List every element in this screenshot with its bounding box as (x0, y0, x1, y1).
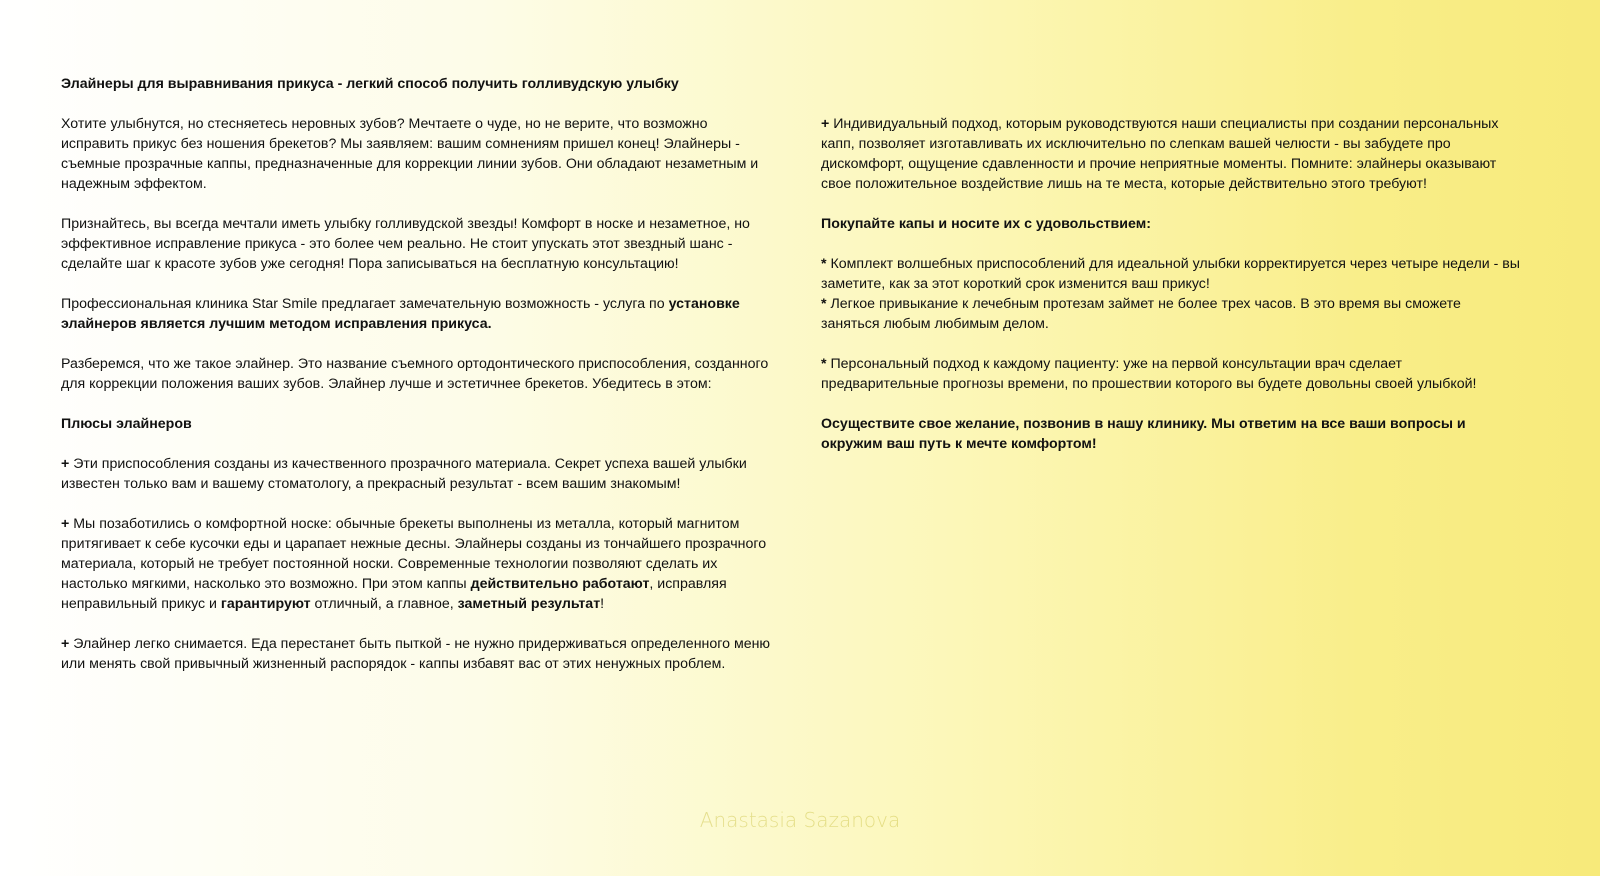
clinic-bold-text: установке элайнеров является лучшим методом исправления прикуса. (61, 296, 740, 332)
clinic-text: Профессиональная клиника Star Smile предлагает замечательную возможность - услуга по (61, 296, 669, 312)
definition-paragraph: Разберемся, что же такое элайнер. Это название съемного ортодонтического приспособления, созданного для коррекции положения ваших зубов. Элайнер лучше и эстетичнее брекетов. Убедитесь в этом: (61, 356, 769, 392)
plus-item-material (61, 454, 773, 494)
buy-heading: Покупайте капы и носите их с удовольствием: (821, 216, 1151, 232)
plus-text: Эти приспособления созданы из качественного прозрачного материала. Секрет успеха вашей улыбки известен только вам и вашему стоматологу, а прекрасный результат - всем вашим знакомым! (61, 456, 747, 492)
intro-paragraph: Хотите улыбнутся, но стесняетесь неровных зубов? Мечтаете о чуде, но не верите, что возможно исправить прикус без ношения брекетов? Мы заявляем: вашим сомнениям пришел конец! Элайнеры - съемные прозрачные каппы, предназначенные для коррекции линии зубов. Они обладают незаметным и надежным эффектом. (61, 116, 759, 192)
plus-item-comfort (61, 514, 773, 614)
hollywood-paragraph: Признайтесь, вы всегда мечтали иметь улыбку голливудской звезды! Комфорт в носке и незаметное, но эффективное исправление прикуса - это более чем реально. Не стоит упускать этот звездный шанс - сделайте шаг к красоте зубов уже сегодня! Пора записываться на бесплатную консультацию! (61, 216, 750, 272)
document-title: Элайнеры для выравнивания прикуса - легкий способ получить голливудскую улыбку (61, 76, 679, 92)
pros-heading: Плюсы элайнеров (61, 416, 192, 432)
clinic-paragraph (61, 294, 773, 334)
plus-item-removable (61, 634, 773, 674)
plus-mark: + (821, 116, 830, 132)
star-text: Легкое привыкание к лечебным протезам займет не более трех часов. В это время вы сможете заняться любым любимым делом. (821, 296, 1461, 332)
star-mark: * (821, 356, 827, 372)
plus-mark: + (61, 516, 70, 532)
plus-bold-text: действительно работают (470, 576, 650, 592)
plus-text: , исправляя неправильный прикус и (61, 576, 727, 612)
closing-call-to-action: Осуществите свое желание, позвонив в нашу клинику. Мы ответим на все ваши вопросы и окружим ваш путь к мечте комфортом! (821, 416, 1466, 452)
star-item-kit (821, 254, 1521, 294)
plus-text: Элайнер легко снимается. Еда перестанет быть пыткой - не нужно придерживаться определенного меню или менять свой привычный жизненный распорядок - каппы избавят вас от этих ненужных проблем. (61, 636, 771, 672)
plus-item-individual (821, 114, 1521, 194)
star-mark: * (821, 256, 827, 272)
plus-text: Мы позаботились о комфортной носке: обычные брекеты выполнены из металла, который магнитом притягивает к себе кусочки еды и царапает нежные десны. Элайнеры созданы из тончайшего прозрачного материала, который не требует постоянной носки. Современные технологии позволяют сделать их настолько мягкими, насколько это возможно. При этом каппы (61, 516, 767, 592)
plus-bold-text: заметный результат (457, 596, 601, 612)
plus-text: Индивидуальный подход, которым руководствуются наши специалисты при создании персональных капп, позволяет изготавливать их исключительно по слепкам вашей челюсти - вы забудете про дискомфорт, ощущение сдавленности и прочие неприятные моменты. Помните: элайнеры оказывают свое положительное воздействие лишь на те места, которые действительно этого требуют! (821, 116, 1499, 192)
right-column (821, 114, 1521, 474)
plus-text: ! (600, 596, 605, 612)
author-watermark: Anastasia Sazanova (699, 808, 901, 832)
plus-bold-text: гарантируют (220, 596, 311, 612)
star-item-personal (821, 354, 1521, 394)
star-text: Персональный подход к каждому пациенту: уже на первой консультации врач сделает предварительные прогнозы времени, по прошествии которого вы будете довольны своей улыбкой! (821, 356, 1477, 392)
plus-mark: + (61, 636, 70, 652)
plus-mark: + (61, 456, 70, 472)
star-mark: * (821, 296, 827, 312)
star-text: Комплект волшебных приспособлений для идеальной улыбки корректируется через четыре недели - вы заметите, как за этот короткий срок изменится ваш прикус! (821, 256, 1520, 292)
plus-text: отличный, а главное, (310, 596, 458, 612)
star-item-adaptation (821, 294, 1521, 334)
left-column (61, 74, 773, 694)
